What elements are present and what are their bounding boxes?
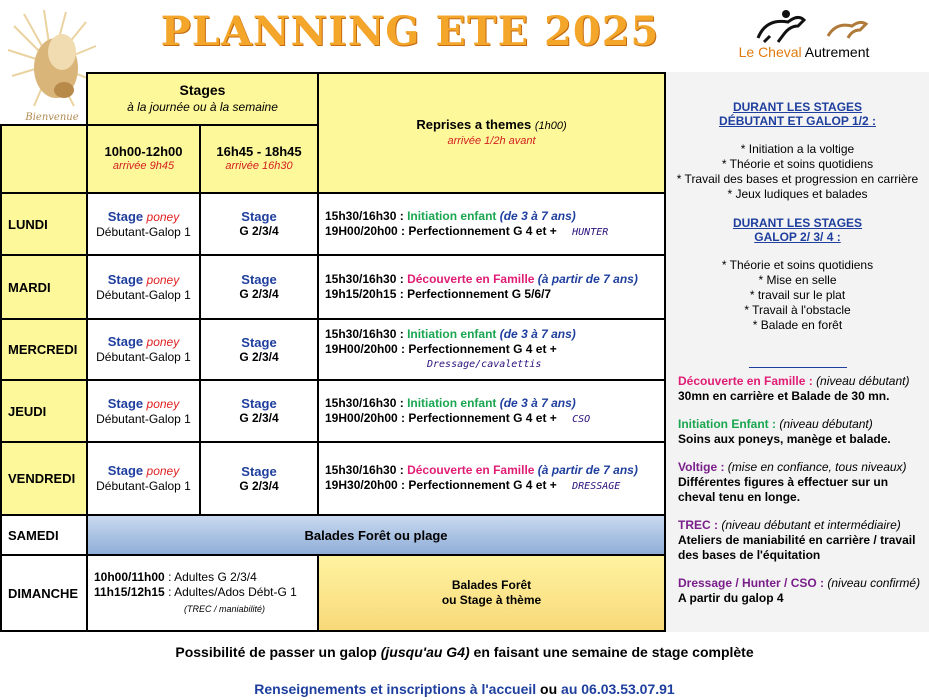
header-slot-morning: [86, 124, 201, 194]
reprise-2-activity: Perfectionnement G 4 et +: [408, 478, 557, 492]
activity-definition: [666, 417, 929, 447]
morning-stage-level: Débutant-Galop 1: [96, 411, 191, 426]
page-title: PLANNING ETE 2025: [160, 8, 660, 55]
afternoon-stage-word: Stage: [241, 209, 277, 224]
activity-definitions: [666, 374, 929, 606]
afternoon-stage-word: Stage: [241, 396, 277, 411]
reprise-1-activity: Découverte en Famille: [407, 271, 535, 286]
slot-afternoon-time: 16h45 - 18h45: [216, 144, 302, 159]
header-corner: [0, 124, 88, 194]
morning-stage-cell: [86, 441, 201, 516]
info-list-item: * Travail à l'obstacle: [744, 303, 851, 317]
definition-text: Soins aux poneys, manège et balade.: [678, 432, 891, 446]
activity-definition: [666, 518, 929, 563]
info-heading-2: DURANT LES STAGES GALOP 2/ 3/ 4 :: [732, 216, 863, 244]
header-slot-afternoon: [199, 124, 319, 194]
afternoon-stage-word: Stage: [241, 272, 277, 287]
reprise-2-time: 19h15/20h15 :: [325, 286, 404, 301]
reprises-cell: [317, 254, 666, 320]
definition-level: (niveau débutant): [779, 417, 873, 431]
info-list-item: * Initiation a la voltige: [740, 142, 855, 156]
svg-text:Bienvenue: Bienvenue: [25, 112, 79, 123]
reprise-2-theme: [551, 290, 563, 301]
slot-morning-time: 10h00-12h00: [104, 144, 183, 159]
reprises-cell: [317, 318, 666, 381]
day-label: VENDREDI: [0, 441, 88, 516]
reprise-1-time: 15h30/16h30 :: [325, 208, 404, 223]
morning-stage-cell: [86, 379, 201, 443]
afternoon-stage-level: G 2/3/4: [239, 287, 279, 301]
morning-stage-poney: poney: [146, 272, 180, 287]
definition-text: A partir du galop 4: [678, 591, 784, 605]
morning-stage-level: Débutant-Galop 1: [96, 350, 191, 364]
info-list-item: * travail sur le plat: [749, 288, 846, 302]
reprise-2-activity: Perfectionnement G 4 et +: [408, 410, 557, 425]
dimanche-time-1: 10h00/11h00: [94, 569, 165, 584]
reprise-2-time: 19H00/20h00 :: [325, 342, 406, 356]
info-list-item: * Mise en selle: [758, 273, 837, 287]
reprise-1-age: (de 3 à 7 ans): [499, 208, 576, 223]
reprise-1-activity: Initiation enfant: [407, 208, 497, 223]
reprises-cell: [317, 192, 666, 256]
day-label: LUNDI: [0, 192, 88, 256]
definition-text: Ateliers de maniabilité en carrière / travail des bases de l'équitation: [678, 533, 916, 562]
definition-key: Initiation Enfant :: [678, 417, 776, 431]
afternoon-stage-cell: [199, 318, 319, 381]
slot-afternoon-note: arrivée 16h30: [225, 160, 293, 172]
reprise-1-age: (à partir de 7 ans): [537, 271, 638, 286]
definition-text: Différentes figures à effectuer sur un cheval tenu en longe.: [678, 475, 889, 504]
dimanche-text-2: : Adultes/Ados Débt-G 1: [168, 584, 297, 599]
day-label: MARDI: [0, 254, 88, 320]
reprise-1-activity: Initiation enfant: [407, 395, 497, 410]
morning-stage-level: Débutant-Galop 1: [96, 479, 191, 493]
brand-name: Le Cheval Autrement: [738, 44, 870, 60]
reprise-1-activity: Découverte en Famille: [407, 463, 535, 477]
reprise-1-activity: Initiation enfant: [407, 327, 497, 341]
info-list-item: * Balade en forêt: [752, 318, 843, 332]
morning-stage-word: Stage: [107, 271, 144, 287]
afternoon-stage-level: G 2/3/4: [239, 478, 279, 493]
info-heading-1: DURANT LES STAGES DÉBUTANT ET GALOP 1/2 :: [719, 100, 876, 128]
day-label: JEUDI: [0, 379, 88, 443]
header-reprises: [317, 72, 666, 194]
reprise-2-activity: Perfectionnement G 4 et +: [408, 342, 557, 356]
reprise-2-time: 19H00/20h00 :: [325, 410, 406, 425]
definition-text: 30mn en carrière et Balade de 30 mn.: [678, 389, 890, 403]
slot-morning-note: arrivée 9h45: [112, 160, 175, 172]
morning-stage-level: Débutant-Galop 1: [96, 287, 191, 302]
info-panel: [666, 72, 929, 632]
afternoon-stage-level: G 2/3/4: [239, 411, 279, 425]
afternoon-stage-cell: [199, 379, 319, 443]
info-list-1: [666, 142, 929, 202]
morning-stage-word: Stage: [107, 463, 144, 478]
contact-info: Renseignements et inscriptions à l'accueil ou au 06.03.53.07.91: [254, 681, 675, 697]
info-list-item: * Théorie et soins quotidiens: [721, 157, 874, 171]
definition-key: Voltige :: [678, 460, 725, 474]
info-list-item: * Travail des bases et progression en carrière: [676, 172, 919, 186]
galop-info: Possibilité de passer un galop (jusqu'au G4) en faisant une semaine de stage complète: [175, 644, 754, 660]
morning-stage-cell: [86, 192, 201, 256]
reprise-1-time: 15h30/16h30 :: [325, 327, 404, 341]
definition-key: Découverte en Famille :: [678, 374, 813, 388]
morning-stage-cell: [86, 254, 201, 320]
reprises-cell: [317, 379, 666, 443]
afternoon-stage-level: G 2/3/4: [239, 224, 279, 238]
reprise-2-activity: Perfectionnement G 5/6/7: [407, 286, 552, 301]
reprises-note: arrivée 1/2h avant: [447, 135, 536, 147]
dimanche-activity-2: ou Stage à thème: [441, 593, 542, 607]
definition-key: Dressage / Hunter / CSO :: [678, 576, 825, 590]
afternoon-stage-word: Stage: [241, 334, 277, 350]
morning-stage-level: Débutant-Galop 1: [96, 224, 191, 239]
dimanche-note: (TREC / maniabilité): [184, 603, 266, 614]
reprises-duration: (1h00): [534, 120, 567, 132]
reprise-1-time: 15h30/16h30 :: [325, 271, 404, 286]
info-list-2: [666, 258, 929, 333]
morning-stage-poney: poney: [146, 396, 180, 411]
dimanche-activity: [317, 554, 666, 632]
reprise-2-activity: Perfectionnement G 4 et +: [408, 223, 557, 238]
info-list-item: * Théorie et soins quotidiens: [721, 258, 874, 272]
activity-definition: [666, 576, 929, 606]
day-samedi: SAMEDI: [0, 514, 88, 556]
definition-level: (mise en confiance, tous niveaux): [727, 460, 907, 474]
reprise-2-theme: Dressage/cavalettis: [427, 359, 542, 370]
reprise-2-theme: DRESSAGE: [572, 481, 621, 492]
reprise-2-theme: CSO: [572, 413, 591, 425]
stages-title: Stages: [179, 82, 226, 98]
definition-level: (niveau confirmé): [827, 576, 921, 590]
afternoon-stage-word: Stage: [241, 463, 277, 479]
reprise-1-age: (de 3 à 7 ans): [499, 395, 576, 410]
dimanche-schedule: [86, 554, 319, 632]
reprise-2-theme: HUNTER: [572, 226, 609, 238]
header-stages: [86, 72, 319, 126]
afternoon-stage-cell: [199, 254, 319, 320]
reprise-1-time: 15h30/16h30 :: [325, 463, 404, 477]
reprise-2-time: 19H30/20h00 :: [325, 478, 406, 492]
afternoon-stage-cell: [199, 192, 319, 256]
reprise-1-time: 15h30/16h30 :: [325, 395, 404, 410]
morning-stage-word: Stage: [107, 208, 144, 224]
definition-key: TREC :: [678, 518, 718, 532]
dimanche-text-1: : Adultes G 2/3/4: [168, 569, 257, 584]
morning-stage-word: Stage: [107, 334, 144, 349]
day-label: MERCREDI: [0, 318, 88, 381]
morning-stage-poney: poney: [146, 464, 180, 478]
reprises-title: Reprises a themes: [416, 117, 532, 132]
reprise-1-age: (à partir de 7 ans): [537, 463, 638, 477]
dimanche-time-2: 11h15/12h15: [94, 584, 165, 599]
activity-definition: [666, 460, 929, 505]
afternoon-stage-level: G 2/3/4: [239, 349, 279, 364]
definition-level: (niveau débutant): [816, 374, 910, 388]
afternoon-stage-cell: [199, 441, 319, 516]
morning-stage-poney: poney: [146, 209, 180, 224]
definition-level: (niveau débutant et intermédiaire): [721, 518, 901, 532]
reprise-1-age: (de 3 à 7 ans): [499, 327, 576, 341]
reprises-cell: [317, 441, 666, 516]
reprise-2-time: 19H00/20h00 :: [325, 223, 406, 238]
stages-subtitle: à la journée ou à la semaine: [127, 100, 278, 114]
morning-stage-cell: [86, 318, 201, 381]
dimanche-activity-1: Balades Forêt: [451, 578, 532, 592]
samedi-activity: Balades Forêt ou plage: [86, 514, 666, 556]
morning-stage-poney: poney: [146, 335, 180, 349]
day-dimanche: DIMANCHE: [0, 554, 88, 632]
morning-stage-word: Stage: [107, 395, 144, 411]
info-list-item: * Jeux ludiques et balades: [727, 187, 868, 201]
activity-definition: [666, 374, 929, 404]
